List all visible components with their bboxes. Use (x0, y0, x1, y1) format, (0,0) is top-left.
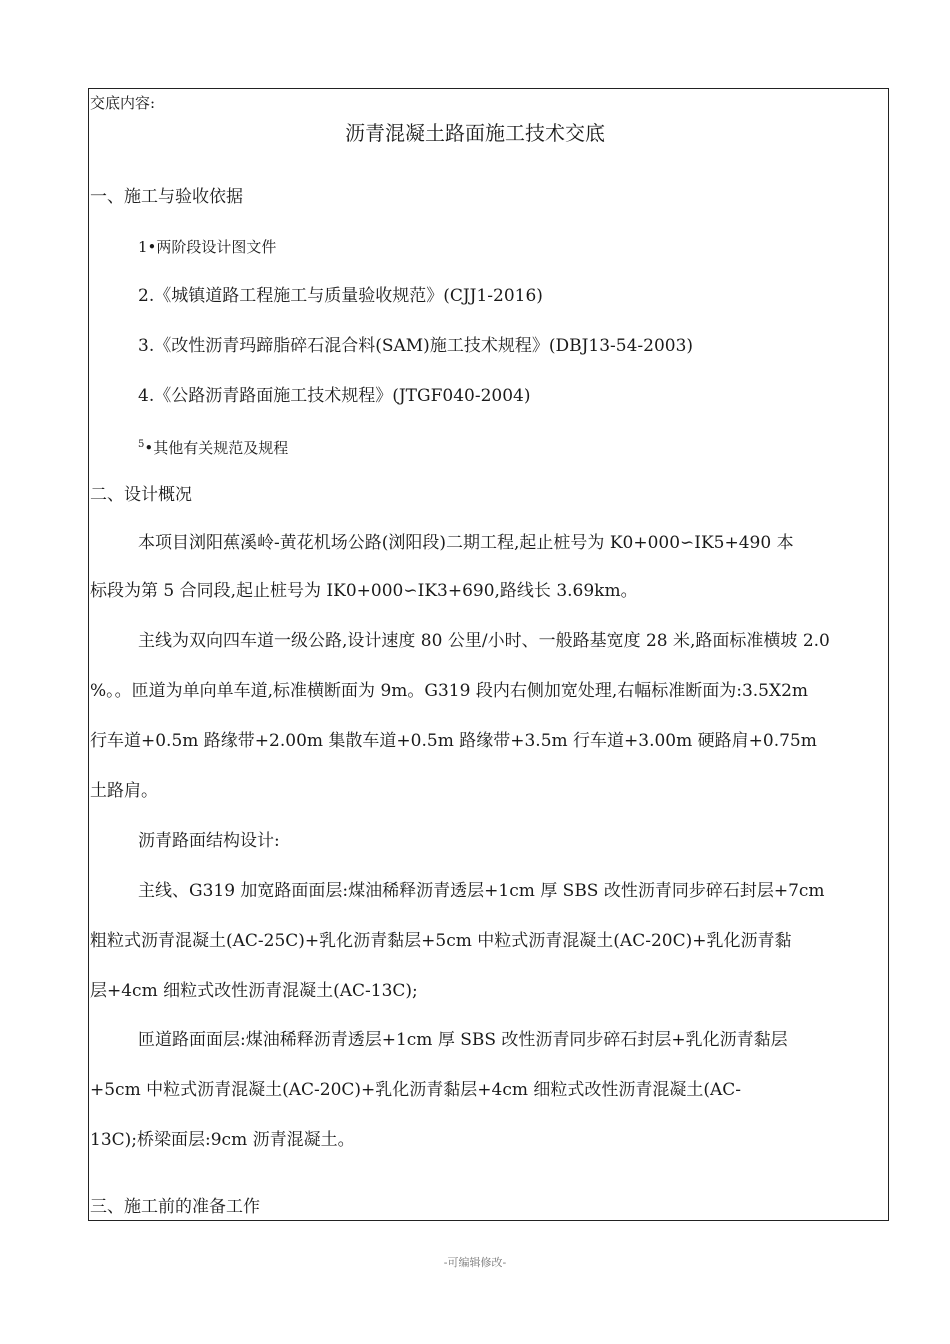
paragraph-2-line-1: 主线为双向四车道一级公路,设计速度 80 公里/小时、一般路基宽度 28 米,路面标准横坡 2.0 (138, 631, 830, 651)
section-heading-design: 二、设计概况 (90, 485, 192, 505)
document-title: 沥青混凝土路面施工技术交底 (345, 121, 605, 145)
content-label: 交底内容: (90, 94, 156, 112)
paragraph-1-line-2: 标段为第 5 合同段,起止桩号为 IK0+000∽IK3+690,路线长 3.69km。 (90, 581, 638, 601)
reference-2: 2.《城镇道路工程施工与质量验收规范》(CJJ1-2016) (138, 286, 543, 306)
paragraph-5-line-3: 13C);桥梁面层:9cm 沥青混凝土。 (90, 1130, 355, 1150)
paragraph-5-line-1: 匝道路面面层:煤油稀释沥青透层+1cm 厚 SBS 改性沥青同步碎石封层+乳化沥青黏层 (138, 1030, 788, 1050)
paragraph-2-line-4: 土路肩。 (90, 781, 158, 801)
reference-5 (138, 434, 288, 459)
reference-1: 1•两阶段设计图文件 (138, 238, 277, 256)
paragraph-3: 沥青路面结构设计: (138, 831, 280, 851)
paragraph-4-line-1: 主线、G319 加宽路面面层:煤油稀释沥青透层+1cm 厚 SBS 改性沥青同步碎石封层+7cm (138, 881, 825, 901)
paragraph-1-line-1: 本项目浏阳蕉溪岭-黄花机场公路(浏阳段)二期工程,起止桩号为 K0+000∽IK5+490 本 (138, 533, 794, 553)
page-footer: -可编辑修改- (443, 1256, 507, 1269)
reference-5-number: 5 (138, 439, 145, 450)
reference-3: 3.《改性沥青玛蹄脂碎石混合料(SAM)施工技术规程》(DBJ13-54-2003) (138, 336, 694, 356)
section-heading-preparation: 三、施工前的准备工作 (90, 1197, 260, 1217)
paragraph-4-line-3: 层+4cm 细粒式改性沥青混凝土(AC-13C); (90, 981, 418, 1001)
paragraph-2-line-2: %。。匝道为单向单车道,标准横断面为 9m。G319 段内右侧加宽处理,右幅标准断面为:3.5X2m (90, 681, 809, 701)
paragraph-4-line-2: 粗粒式沥青混凝土(AC-25C)+乳化沥青黏层+5cm 中粒式沥青混凝土(AC-20C)+乳化沥青黏 (90, 931, 792, 951)
reference-5-text: •其他有关规范及规程 (144, 439, 289, 457)
section-heading-basis: 一、施工与验收依据 (90, 187, 243, 207)
paragraph-5-line-2: +5cm 中粒式沥青混凝土(AC-20C)+乳化沥青黏层+4cm 细粒式改性沥青混凝土(AC- (90, 1080, 742, 1100)
reference-4: 4.《公路沥青路面施工技术规程》(JTGF040-2004) (138, 386, 531, 406)
paragraph-2-line-3: 行车道+0.5m 路缘带+2.00m 集散车道+0.5m 路缘带+3.5m 行车道+3.00m 硬路肩+0.75m (90, 731, 817, 751)
